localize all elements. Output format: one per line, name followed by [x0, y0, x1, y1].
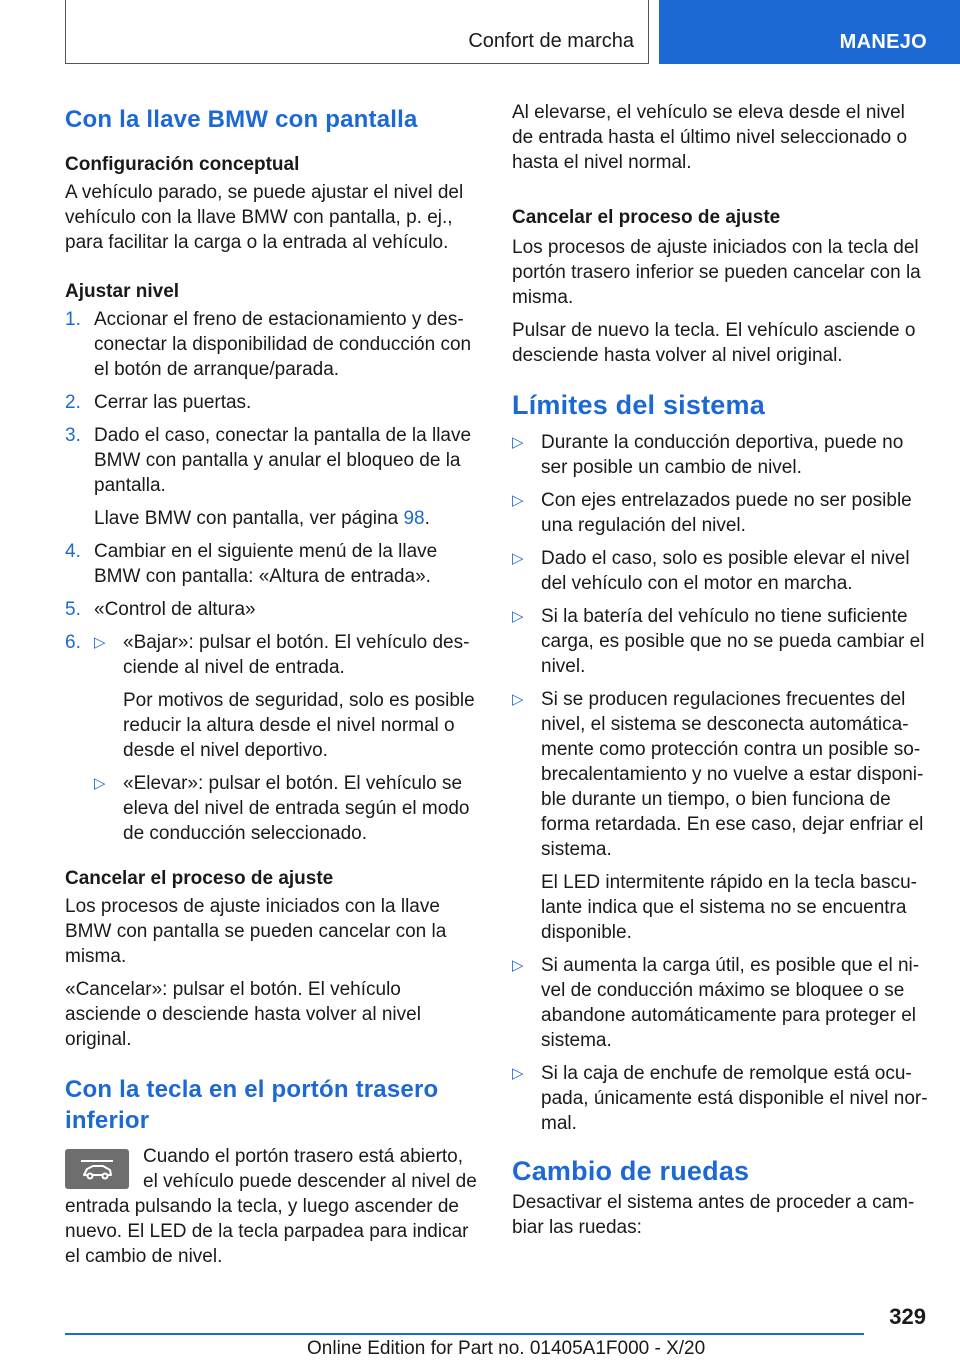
- list-item: [94, 771, 480, 846]
- raise-text: Al elevarse, el vehículo se eleva desde el nivel de entrada hasta el último nivel seleccionado o hasta el nivel normal.: [512, 102, 908, 173]
- list-item: [512, 953, 930, 1053]
- limit-text: Durante la conducción deportiva, puede no ser posible un cambio de nivel.: [541, 432, 904, 478]
- limit-text: Si la batería del vehículo no tiene suficiente carga, es posible que no se pueda cambiar el nivel.: [541, 606, 925, 677]
- step-number: 5.: [65, 599, 81, 620]
- limit-note: El LED intermitente rápido en la tecla basculante indica que el sistema no se encuentra disponible.: [541, 872, 917, 943]
- section-title-limits: Límites del sistema: [512, 390, 765, 420]
- step-text: «Control de altura»: [94, 599, 256, 620]
- limit-text: Dado el caso, solo es posible elevar el nivel del vehículo con el motor en marcha.: [541, 548, 910, 594]
- cancel-text-tailgate: Los procesos de ajuste iniciados con la tecla del portón trasero inferior se pueden cancelar con la misma.: [512, 237, 921, 308]
- header-chapter-title: MANEJO: [839, 31, 927, 53]
- step-text: Dado el caso, conectar la pantalla de la llave BMW con pantalla y anular el bloqueo de la pantalla.: [94, 425, 472, 496]
- step-note-text: Llave BMW con pantalla, ver página: [94, 508, 404, 529]
- cancel-heading-tailgate: Cancelar el proceso de ajuste: [512, 207, 781, 228]
- tailgate-text: Cuando el portón trasero está abierto, el vehículo puede descender al nivel de entrada pulsando la tecla, y luego ascender de nuevo. El LED de la tecla parpadea para indicar el cambio de nivel.: [65, 1146, 477, 1267]
- step-number: 1.: [65, 309, 81, 330]
- page-reference-link[interactable]: 98: [403, 508, 425, 529]
- step-number: 3.: [65, 425, 81, 446]
- footer-edition: Online Edition for Part no. 01405A1F000 - X/20: [307, 1338, 706, 1359]
- step-note: [94, 506, 480, 531]
- triangle-right-icon: ▷: [512, 1065, 524, 1082]
- step-note-suffix: .: [424, 508, 430, 529]
- cancel-text-key: Los procesos de ajuste iniciados con la llave BMW con pantalla se pueden cancelar con la misma.: [65, 896, 447, 967]
- concept-heading: Configuración conceptual: [65, 154, 300, 175]
- list-item: [512, 430, 930, 480]
- step-number: 2.: [65, 392, 81, 413]
- triangle-right-icon: ▷: [512, 492, 524, 509]
- bullet-text: «Bajar»: pulsar el botón. El vehículo desciende al nivel de entrada.: [123, 632, 470, 678]
- list-item: [65, 539, 480, 589]
- cancel-button-text-key: «Cancelar»: pulsar el botón. El vehículo asciende o desciende hasta volver al nivel original.: [65, 979, 421, 1050]
- section-title-key: Con la llave BMW con pantalla: [65, 106, 418, 133]
- footer-divider: [65, 1333, 864, 1335]
- triangle-right-icon: ▷: [512, 691, 524, 708]
- triangle-right-icon: ▷: [94, 634, 106, 651]
- step6-bullets: [94, 630, 480, 846]
- list-item: [65, 390, 480, 415]
- list-item: [65, 630, 480, 846]
- list-item: [65, 423, 480, 531]
- list-item: [94, 630, 480, 763]
- list-item: [512, 546, 930, 596]
- triangle-right-icon: ▷: [512, 608, 524, 625]
- limit-text: Si se producen regulaciones frecuentes del nivel, el sistema se desconecta automáticamente como protección contra un posible sobrecalentamiento y no vuelve a estar disponible durante un tiempo, o bien funciona de forma retardada. En ese caso, dejar enfriar el sistema.: [541, 689, 924, 860]
- concept-text: A vehículo parado, se puede ajustar el nivel del vehículo con la llave BMW con pantalla, p. ej., para facilitar la carga o la entrada al vehículo.: [65, 182, 464, 253]
- bullet-text: «Elevar»: pulsar el botón. El vehículo se eleva del nivel de entrada según el modo de conducción seleccionado.: [123, 773, 470, 844]
- header-section-box: [65, 0, 649, 64]
- step-number: 6.: [65, 632, 81, 653]
- left-column: [65, 100, 480, 1269]
- step-text: Accionar el freno de estacionamiento y desconectar la disponibilidad de conducción con el botón de arranque/parada.: [94, 309, 472, 380]
- triangle-right-icon: ▷: [512, 434, 524, 451]
- list-item: [65, 597, 480, 622]
- triangle-right-icon: ▷: [94, 775, 106, 792]
- section-title-tailgate: Con la tecla en el portón trasero inferior: [65, 1076, 439, 1134]
- triangle-right-icon: ▷: [512, 550, 524, 567]
- header-section-title: Confort de marcha: [468, 30, 634, 52]
- right-column: [512, 100, 930, 1240]
- limit-text: Si aumenta la carga útil, es posible que el nivel de conducción máximo se bloquee o se abandone automáticamente para proteger el sistema.: [541, 955, 920, 1051]
- step-text: Cerrar las puertas.: [94, 392, 252, 413]
- limit-text: Con ejes entrelazados puede no ser posible una regulación del nivel.: [541, 490, 912, 536]
- limits-list: [512, 430, 930, 1136]
- list-item: [512, 604, 930, 679]
- wheels-text: Desactivar el sistema antes de proceder a cambiar las ruedas:: [512, 1192, 915, 1238]
- page-number: 329: [889, 1304, 926, 1329]
- bullet-note: Por motivos de seguridad, solo es posible reducir la altura desde el nivel normal o desde el nivel deportivo.: [123, 690, 475, 761]
- header-chapter-tab: [659, 0, 960, 64]
- car-level-down-key-icon: [65, 1149, 129, 1189]
- list-item: [65, 307, 480, 382]
- triangle-right-icon: ▷: [512, 957, 524, 974]
- list-item: [512, 687, 930, 945]
- step-text: Cambiar en el siguiente menú de la llave BMW con pantalla: «Altura de entrada».: [94, 541, 438, 587]
- adjust-heading: Ajustar nivel: [65, 281, 180, 302]
- tailgate-block: [65, 1144, 480, 1269]
- step-number: 4.: [65, 541, 81, 562]
- list-item: [512, 1061, 930, 1136]
- adjust-steps-list: [65, 307, 480, 846]
- cancel-press-text-tailgate: Pulsar de nuevo la tecla. El vehículo asciende o desciende hasta volver al nivel original.: [512, 320, 916, 366]
- cancel-heading-key: Cancelar el proceso de ajuste: [65, 868, 334, 889]
- limit-text: Si la caja de enchufe de remolque está ocupada, únicamente está disponible el nivel normal.: [541, 1063, 928, 1134]
- section-title-wheels: Cambio de ruedas: [512, 1156, 750, 1186]
- list-item: [512, 488, 930, 538]
